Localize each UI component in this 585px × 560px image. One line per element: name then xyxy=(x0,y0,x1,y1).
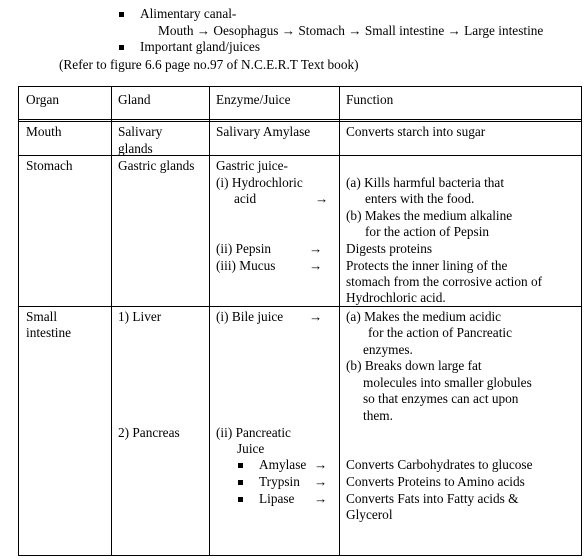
mouth-organ: Mouth xyxy=(26,124,62,139)
table-rule xyxy=(18,306,582,307)
intestine-function-a-end: enzymes. xyxy=(363,342,413,357)
header-enzyme-juice: Enzyme/Juice xyxy=(216,92,291,107)
mouth-function: Converts starch into sugar xyxy=(346,124,486,139)
intestine-function-lipase: Converts Fats into Fatty acids & xyxy=(346,491,519,506)
enzyme-pancreatic-juice: (ii) Pancreatic xyxy=(216,425,291,440)
table-rule xyxy=(18,555,582,556)
stomach-enzyme-hcl: (i) Hydrochloric xyxy=(216,175,303,190)
stomach-enzyme-hcl-cont: acid xyxy=(234,191,257,206)
bullet-marker xyxy=(238,463,243,468)
bullet-important-glands: Important gland/juices xyxy=(140,39,261,54)
bullet-alimentary-canal: Alimentary canal- xyxy=(140,6,237,21)
gland-pancreas: 2) Pancreas xyxy=(118,425,180,440)
intestine-function-lipase-cont: Glycerol xyxy=(346,507,393,522)
reference-note: (Refer to figure 6.6 page no.97 of N.C.E.R.T Text book) xyxy=(59,57,359,72)
stomach-function-a-cont: enters with the food. xyxy=(365,191,475,206)
enzyme-amylase: Amylase xyxy=(259,457,307,472)
table-rule xyxy=(18,121,582,122)
bullet-marker xyxy=(238,480,243,485)
header-gland: Gland xyxy=(118,92,151,107)
stomach-enzyme-title: Gastric juice- xyxy=(216,158,288,173)
intestine-function-b-end: them. xyxy=(363,408,393,423)
stomach-function-pepsin: Digests proteins xyxy=(346,241,433,256)
intestine-function-b: (b) Breaks down large fat xyxy=(346,358,482,373)
stomach-function-b-cont: for the action of Pepsin xyxy=(365,224,490,239)
arrow-icon: → xyxy=(314,474,328,489)
table-rule xyxy=(18,155,582,156)
stomach-function-b: (b) Makes the medium alkaline xyxy=(346,208,513,223)
intestine-function-b-cont: molecules into smaller globules xyxy=(363,375,532,390)
alimentary-canal-path: Mouth → Oesophagus → Stomach → Small intestine → Large intestine xyxy=(158,23,544,38)
intestine-function-a: (a) Makes the medium acidic xyxy=(346,309,502,324)
gland-liver: 1) Liver xyxy=(118,309,162,324)
small-intestine-organ: Small xyxy=(26,309,58,324)
intestine-function-b-cont2: so that enzymes can act upon xyxy=(363,391,519,406)
table-rule xyxy=(339,86,340,556)
enzyme-lipase: Lipase xyxy=(259,491,295,506)
small-intestine-organ-cont: intestine xyxy=(26,325,72,340)
stomach-function-mucus-end: Hydrochloric acid. xyxy=(346,290,446,305)
intestine-function-amylase: Converts Carbohydrates to glucose xyxy=(346,457,533,472)
header-organ: Organ xyxy=(26,92,59,107)
intestine-function-trypsin: Converts Proteins to Amino acids xyxy=(346,474,525,489)
table-rule xyxy=(18,86,582,87)
stomach-organ: Stomach xyxy=(26,158,73,173)
table-rule xyxy=(209,86,210,556)
table-rule xyxy=(18,86,19,556)
arrow-icon: → xyxy=(309,241,323,256)
stomach-function-mucus: Protects the inner lining of the xyxy=(346,258,508,273)
arrow-icon: → xyxy=(314,457,328,472)
arrow-icon: → xyxy=(314,491,328,506)
arrow-icon: → xyxy=(309,258,323,273)
bullet-marker xyxy=(119,45,124,50)
table-rule xyxy=(111,86,112,556)
stomach-function-mucus-cont: stomach from the corrosive action of xyxy=(346,274,543,289)
mouth-enzyme: Salivary Amylase xyxy=(216,124,311,139)
mouth-gland: Salivary glands xyxy=(118,124,163,156)
stomach-gland: Gastric glands xyxy=(118,158,195,173)
stomach-enzyme-pepsin: (ii) Pepsin xyxy=(216,241,272,256)
table-rule xyxy=(581,86,582,556)
enzyme-bile-juice: (i) Bile juice xyxy=(216,309,284,324)
bullet-marker xyxy=(238,497,243,502)
arrow-icon: → xyxy=(315,191,329,206)
arrow-icon: → xyxy=(309,309,323,324)
table-rule xyxy=(18,119,582,120)
stomach-function-a: (a) Kills harmful bacteria that xyxy=(346,175,505,190)
bullet-marker xyxy=(119,12,124,17)
stomach-enzyme-mucus: (iii) Mucus xyxy=(216,258,276,273)
enzyme-pancreatic-juice-cont: Juice xyxy=(237,441,265,456)
intestine-function-a-cont: for the action of Pancreatic xyxy=(368,325,512,340)
enzyme-trypsin: Trypsin xyxy=(259,474,300,489)
header-function: Function xyxy=(346,92,394,107)
